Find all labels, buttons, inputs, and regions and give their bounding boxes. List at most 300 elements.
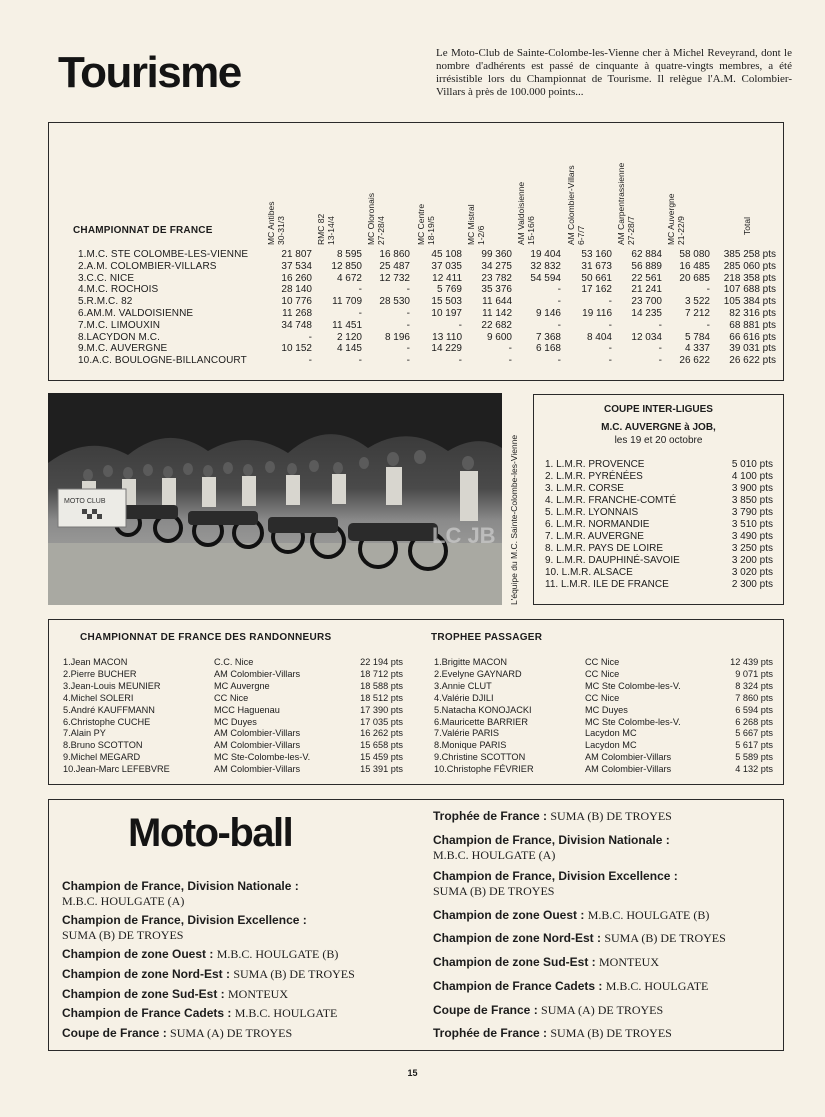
column-header-name: Total	[742, 217, 752, 235]
rider-points: 6 268 pts	[735, 716, 773, 727]
banner-text: MOTO CLUB	[64, 498, 106, 505]
score-cell: 7 368	[535, 331, 561, 343]
score-cell: -	[658, 319, 662, 331]
rider-club: CC Nice	[585, 668, 620, 679]
score-cell: 4 337	[684, 343, 710, 355]
rider-points: 6 594 pts	[735, 704, 773, 715]
team-name: 2.A.M. COLOMBIER-VILLARS	[78, 260, 217, 272]
motoball-entry	[433, 833, 670, 863]
score-cell: 45 108	[431, 249, 462, 260]
coupe-row	[545, 543, 773, 555]
rider-name: 2.Pierre BUCHER	[63, 668, 137, 679]
score-cell: 16 260	[281, 272, 312, 284]
score-cell: 8 404	[586, 331, 612, 343]
team-name: 4.M.C. ROCHOIS	[78, 284, 159, 296]
score-cell: -	[406, 343, 410, 355]
photo-caption-text: L'équipe du M.C. Sainte-Colombe-les-Vienne	[509, 434, 519, 605]
photo-caption	[509, 395, 523, 605]
column-header-name: MC Auvergne	[666, 193, 676, 245]
score-cell: 26 622 pts	[729, 355, 776, 367]
team-name: 6.AM.M. VALDOISIENNE	[78, 308, 194, 319]
score-cell: 107 688 pts	[723, 284, 776, 296]
score-cell: 31 673	[581, 260, 612, 272]
motoball-label: Champion de zone Sud-Est :	[62, 987, 225, 1001]
coupe-row	[545, 459, 773, 471]
coupe-row	[545, 567, 773, 579]
motoball-label: Champion de France, Division Excellence :	[433, 869, 678, 883]
ranking-row	[0, 728, 825, 740]
rider-club: AM Colombier-Villars	[214, 764, 301, 775]
league-points: 3 790 pts	[731, 507, 773, 518]
column-header-name: AM Valdoisienne	[516, 181, 526, 245]
motoball-entry	[433, 869, 678, 899]
rider-club: AM Colombier-Villars	[214, 728, 301, 739]
score-cell: -	[508, 355, 512, 367]
rider-club: MC Ste Colombe-les-V.	[585, 680, 681, 691]
coupe-row	[545, 507, 773, 519]
score-cell: 22 561	[631, 272, 662, 284]
score-cell: 105 384 pts	[723, 296, 776, 308]
team-photo	[48, 393, 502, 605]
league-name: 3. L.M.R. CORSE	[545, 483, 624, 494]
motoball-label: Champion de zone Sud-Est :	[433, 955, 596, 969]
column-header-name: AM Colombier-Villars	[566, 165, 576, 245]
motoball-winner: M.B.C. HOULGATE (B)	[587, 908, 710, 922]
rider-name: 3.Annie CLUT	[434, 680, 492, 691]
rider-club: AM Colombier-Villars	[585, 752, 672, 763]
coupe-row	[545, 579, 773, 591]
ranking-row	[0, 705, 825, 717]
score-cell: 99 360	[481, 249, 512, 260]
rider-club: CC Nice	[585, 692, 620, 703]
league-name: 9. L.M.R. DAUPHINÉ-SAVOIE	[545, 555, 680, 566]
league-name: 1. L.M.R. PROVENCE	[545, 459, 645, 470]
rider-name: 4.Michel SOLERI	[63, 692, 134, 703]
motoball-label: Coupe de France :	[62, 1026, 167, 1040]
league-points: 3 900 pts	[731, 483, 773, 494]
rider-points: 17 035 pts	[360, 716, 403, 727]
motoball-entry	[433, 931, 726, 946]
team-name: 1.M.C. STE COLOMBE-LES-VIENNE	[78, 249, 249, 260]
score-cell: 385 258 pts	[723, 249, 776, 260]
rider-name: 10.Jean-Marc LEFEBVRE	[63, 764, 170, 775]
team-photo-image	[48, 393, 502, 605]
rider-name: 8.Bruno SCOTTON	[63, 740, 143, 751]
motoball-entry	[62, 987, 288, 1002]
column-header-dates: 6-7/7	[576, 225, 586, 245]
rider-points: 5 667 pts	[735, 728, 773, 739]
rider-points: 9 071 pts	[735, 668, 773, 679]
motoball-winner: SUMA (B) DE TROYES	[550, 1026, 672, 1040]
motoball-entry	[62, 1026, 292, 1041]
rider-points: 12 439 pts	[730, 657, 773, 667]
score-cell: -	[658, 355, 662, 367]
ranking-row	[0, 717, 825, 729]
column-header-name: MC Centre	[416, 203, 426, 245]
score-cell: -	[406, 319, 410, 331]
rider-name: 2.Evelyne GAYNARD	[434, 668, 522, 679]
column-header-name: MC Oloronais	[366, 193, 376, 245]
motoball-label: Champion de France, Division Nationale :	[62, 879, 299, 893]
motoball-winner: M.B.C. HOULGATE	[605, 979, 709, 993]
rider-name: 9.Michel MEGARD	[63, 752, 141, 763]
score-cell: -	[557, 319, 561, 331]
column-header	[466, 204, 486, 245]
page-title: Tourisme	[58, 48, 241, 97]
rider-points: 8 324 pts	[735, 680, 773, 691]
coupe-row	[545, 531, 773, 543]
ranking-row	[0, 657, 825, 669]
score-cell: 11 142	[482, 308, 512, 319]
score-cell: 21 241	[631, 284, 662, 296]
motoball-label: Champion de France Cadets :	[62, 1006, 232, 1020]
score-cell: 23 782	[481, 272, 512, 284]
score-cell: 14 229	[431, 343, 462, 355]
rider-club: MC Duyes	[585, 704, 628, 715]
score-cell: 21 807	[281, 249, 312, 260]
score-cell: -	[308, 355, 312, 367]
motoball-label: Champion de zone Nord-Est :	[433, 931, 601, 945]
score-cell: -	[608, 296, 612, 308]
score-cell: -	[557, 296, 561, 308]
score-cell: 10 197	[431, 308, 462, 319]
score-cell: 22 682	[481, 319, 512, 331]
column-header	[266, 202, 286, 245]
ranking-row	[0, 740, 825, 752]
score-cell: -	[458, 355, 462, 367]
motoball-label: Coupe de France :	[433, 1003, 538, 1017]
score-cell: 12 034	[631, 331, 662, 343]
score-cell: 32 832	[530, 260, 561, 272]
score-cell: 8 196	[384, 331, 410, 343]
column-header	[366, 193, 386, 245]
score-cell: 17 162	[581, 284, 612, 296]
column-header-name: MC Mistral	[466, 204, 476, 245]
ranking-row	[0, 764, 825, 776]
league-name: 8. L.M.R. PAYS DE LOIRE	[545, 543, 663, 554]
passager-heading: TROPHEE PASSAGER	[431, 632, 543, 643]
score-cell: 15 503	[431, 296, 462, 308]
score-cell: 37 035	[431, 260, 462, 272]
score-cell: 19 404	[530, 249, 561, 260]
score-cell: 25 487	[379, 260, 410, 272]
score-cell: -	[358, 308, 362, 319]
rider-name: 4.Valérie DJILI	[434, 692, 494, 703]
column-header-name: MC Antibes	[266, 201, 276, 245]
team-name: 10.A.C. BOULOGNE-BILLANCOURT	[78, 355, 247, 367]
motoball-winner: SUMA (B) DE TROYES	[62, 928, 184, 942]
championnat-heading: CHAMPIONNAT DE FRANCE	[73, 225, 213, 236]
motoball-label: Champion de France, Division Nationale :	[433, 833, 670, 847]
score-cell: -	[608, 343, 612, 355]
rider-club: CC Nice	[585, 657, 620, 667]
rider-points: 17 390 pts	[360, 704, 403, 715]
league-points: 3 200 pts	[731, 555, 773, 566]
league-name: 2. L.M.R. PYRÉNÉES	[545, 471, 643, 482]
motoball-entry	[433, 1026, 672, 1041]
score-cell: 3 522	[684, 296, 710, 308]
team-name: 8.LACYDON M.C.	[78, 331, 160, 343]
league-name: 6. L.M.R. NORMANDIE	[545, 519, 650, 530]
score-cell: 23 700	[631, 296, 662, 308]
motoball-label: Trophée de France :	[433, 809, 548, 823]
league-points: 5 010 pts	[731, 459, 773, 470]
column-header-dates: 27-28/4	[376, 216, 386, 245]
score-cell: -	[308, 331, 312, 343]
column-header-name: RMC 82	[316, 213, 326, 245]
rider-points: 18 512 pts	[360, 692, 403, 703]
score-cell: -	[557, 355, 561, 367]
column-header-dates: 15-16/6	[526, 216, 536, 245]
rider-club: CC Nice	[214, 692, 249, 703]
team-name: 3.C.C. NICE	[78, 272, 135, 284]
rider-club: MC Ste Colombe-les-V.	[585, 716, 681, 727]
ranking-row	[0, 669, 825, 681]
score-cell: 11 644	[482, 296, 512, 308]
score-cell: 6 168	[535, 343, 561, 355]
league-points: 3 490 pts	[731, 531, 773, 542]
rider-points: 15 391 pts	[360, 764, 403, 775]
score-cell: 10 776	[281, 296, 312, 308]
column-header-dates: 18-19/5	[426, 216, 436, 245]
column-header-dates: 13-14/4	[326, 216, 336, 245]
score-cell: -	[508, 343, 512, 355]
league-name: 7. L.M.R. AUVERGNE	[545, 531, 644, 542]
ranking-row	[0, 693, 825, 705]
motoball-entry	[62, 967, 355, 982]
team-name: 5.R.M.C. 82	[78, 296, 133, 308]
score-cell: 50 661	[581, 272, 612, 284]
motoball-title: Moto-ball	[128, 811, 293, 855]
score-cell: 37 534	[281, 260, 312, 272]
rider-points: 18 588 pts	[360, 680, 403, 691]
score-cell: -	[406, 308, 410, 319]
score-cell: 11 709	[332, 296, 362, 308]
column-header-dates: 1-2/6	[476, 225, 486, 245]
rider-club: AM Colombier-Villars	[214, 668, 301, 679]
score-cell: 5 784	[684, 331, 710, 343]
score-cell: -	[557, 284, 561, 296]
score-cell: -	[658, 343, 662, 355]
score-cell: 9 600	[486, 331, 512, 343]
league-points: 3 020 pts	[731, 567, 773, 578]
rider-club: AM Colombier-Villars	[585, 764, 672, 775]
score-cell: 34 748	[281, 319, 312, 331]
score-cell: 62 884	[631, 249, 662, 260]
score-cell: 8 595	[336, 249, 362, 260]
score-cell: 56 889	[631, 260, 662, 272]
motoball-entry	[62, 913, 307, 943]
league-name: 4. L.M.R. FRANCHE-COMTÉ	[545, 495, 677, 506]
rider-club: MC Duyes	[214, 716, 257, 727]
motoball-winner: SUMA (A) DE TROYES	[170, 1026, 293, 1040]
randonneurs-heading: CHAMPIONNAT DE FRANCE DES RANDONNEURS	[80, 632, 332, 643]
score-cell: 5 769	[436, 284, 462, 296]
score-cell: -	[358, 284, 362, 296]
coupe-dates: les 19 et 20 octobre	[614, 435, 703, 446]
rider-name: 1.Brigitte MACON	[434, 657, 508, 667]
score-cell: 10 152	[281, 343, 312, 355]
league-name: 10. L.M.R. ALSACE	[545, 567, 633, 578]
rider-name: 6.Mauricette BARRIER	[434, 716, 528, 727]
ranking-row	[0, 681, 825, 693]
score-cell: -	[406, 355, 410, 367]
rider-club: MC Auvergne	[214, 680, 270, 691]
intro-paragraph: Le Moto-Club de Sainte-Colombe-les-Vienne cher à Michel Reveyrand, dont le nombre d'adhérents est passé de cinquante à quatre-vingts membres, a été irrésistible lors du Championnat de Tourisme. Il relègue l'A.M. Colombier-Villars à près de 100.000 points...	[436, 47, 792, 98]
motoball-winner: MONTEUX	[228, 987, 289, 1001]
column-header	[616, 163, 636, 245]
coupe-row	[545, 483, 773, 495]
score-cell: 39 031 pts	[729, 343, 776, 355]
score-cell: 53 160	[581, 249, 612, 260]
score-cell: 285 060 pts	[723, 260, 776, 272]
motoball-label: Champion de zone Nord-Est :	[62, 967, 230, 981]
score-cell: 11 451	[332, 319, 362, 331]
column-header-dates: 27-28/7	[626, 216, 636, 245]
motoball-label: Champion de France, Division Excellence :	[62, 913, 307, 927]
score-cell: 35 376	[481, 284, 512, 296]
score-cell: 28 140	[281, 284, 312, 296]
score-cell: 66 616 pts	[729, 331, 776, 343]
column-header	[416, 204, 436, 245]
score-cell: 218 358 pts	[723, 272, 776, 284]
motoball-winner: SUMA (B) DE TROYES	[233, 967, 355, 981]
motoball-winner: MONTEUX	[599, 955, 660, 969]
score-cell: 26 622	[679, 355, 710, 367]
rider-points: 7 860 pts	[735, 692, 773, 703]
score-cell: 16 860	[379, 249, 410, 260]
column-header	[666, 194, 686, 246]
score-cell: -	[608, 355, 612, 367]
column-header	[316, 214, 336, 245]
motoball-winner: M.B.C. HOULGATE (B)	[216, 947, 339, 961]
league-points: 3 850 pts	[731, 495, 773, 506]
score-cell: 4 145	[336, 343, 362, 355]
rider-points: 15 459 pts	[360, 752, 403, 763]
rider-name: 1.Jean MACON	[63, 657, 128, 667]
score-cell: 9 146	[535, 308, 561, 319]
rider-name: 3.Jean-Louis MEUNIER	[63, 680, 161, 691]
motoball-entry	[433, 1003, 663, 1018]
score-cell: -	[458, 319, 462, 331]
rider-name: 9.Christine SCOTTON	[434, 752, 526, 763]
ranking-row	[0, 752, 825, 764]
rider-points: 5 589 pts	[735, 752, 773, 763]
score-cell: -	[608, 319, 612, 331]
score-cell: 4 672	[336, 272, 362, 284]
score-cell: 16 485	[679, 260, 710, 272]
motoball-winner: M.B.C. HOULGATE (A)	[62, 894, 185, 908]
motoball-entry	[433, 908, 709, 923]
column-header	[566, 165, 586, 245]
rider-club: MC Ste-Colombe-les-V.	[214, 752, 311, 763]
motoball-label: Champion de zone Ouest :	[433, 908, 585, 922]
score-cell: 12 732	[379, 272, 410, 284]
league-points: 3 510 pts	[731, 519, 773, 530]
score-cell: 28 530	[379, 296, 410, 308]
column-header	[742, 217, 752, 235]
score-cell: 68 881 pts	[729, 319, 776, 331]
score-cell: 7 212	[684, 308, 710, 319]
watermark-text: LC JB	[432, 523, 496, 548]
rider-points: 4 132 pts	[735, 764, 773, 775]
rider-club: MCC Haguenau	[214, 704, 280, 715]
rider-club: Lacydon MC	[585, 728, 637, 739]
rider-club: C.C. Nice	[214, 657, 254, 667]
score-cell: 58 080	[679, 249, 710, 260]
column-header-dates: 30-31/3	[276, 216, 286, 245]
rider-club: AM Colombier-Villars	[214, 740, 301, 751]
team-name: 9.M.C. AUVERGNE	[78, 343, 168, 355]
motoball-entry	[62, 947, 338, 962]
motoball-label: Trophée de France :	[433, 1026, 548, 1040]
league-points: 4 100 pts	[731, 471, 773, 482]
score-cell: 82 316 pts	[729, 308, 776, 319]
column-header-name: AM Carpentrassienne	[616, 162, 626, 245]
rider-name: 5.André KAUFFMANN	[63, 704, 155, 715]
league-points: 3 250 pts	[731, 543, 773, 554]
rider-name: 5.Natacha KONOJACKI	[434, 704, 532, 715]
motoball-entry	[62, 1006, 337, 1021]
rider-points: 15 658 pts	[360, 740, 403, 751]
score-cell: 34 275	[481, 260, 512, 272]
score-cell: 20 685	[679, 272, 710, 284]
rider-name: 8.Monique PARIS	[434, 740, 507, 751]
motoball-winner: SUMA (A) DE TROYES	[541, 1003, 664, 1017]
score-cell: 2 120	[336, 331, 362, 343]
score-cell: 11 268	[282, 308, 312, 319]
page-number: 15	[407, 1068, 418, 1078]
score-cell: 12 411	[432, 272, 462, 284]
score-cell: 19 116	[582, 308, 612, 319]
rider-name: 10.Christophe FÉVRIER	[434, 764, 534, 775]
coupe-row	[545, 555, 773, 567]
rider-name: 7.Alain PY	[63, 728, 106, 739]
league-points: 2 300 pts	[731, 579, 773, 590]
rider-club: Lacydon MC	[585, 740, 637, 751]
league-name: 5. L.M.R. LYONNAIS	[545, 507, 639, 518]
column-header-dates: 21-22/9	[676, 216, 686, 245]
coupe-subtitle: M.C. AUVERGNE à JOB,	[601, 422, 716, 433]
rider-points: 22 194 pts	[360, 657, 403, 667]
score-cell: 13 110	[432, 331, 462, 343]
team-name: 7.M.C. LIMOUXIN	[78, 319, 161, 331]
score-cell: -	[358, 355, 362, 367]
coupe-title: COUPE INTER-LIGUES	[604, 404, 713, 415]
league-name: 11. L.M.R. ILE DE FRANCE	[545, 579, 669, 590]
motoball-entry	[433, 955, 659, 970]
rider-points: 18 712 pts	[360, 668, 403, 679]
score-cell: 54 594	[530, 272, 561, 284]
rider-points: 5 617 pts	[735, 740, 773, 751]
motoball-entry	[433, 979, 708, 994]
score-cell: -	[406, 284, 410, 296]
rider-name: 7.Valérie PARIS	[434, 728, 500, 739]
coupe-row	[545, 519, 773, 531]
motoball-label: Champion de zone Ouest :	[62, 947, 214, 961]
motoball-label: Champion de France Cadets :	[433, 979, 603, 993]
coupe-row	[545, 495, 773, 507]
motoball-entry	[62, 879, 299, 909]
score-cell: -	[706, 284, 710, 296]
rider-points: 16 262 pts	[360, 728, 403, 739]
motoball-winner: SUMA (B) DE TROYES	[550, 809, 672, 823]
motoball-winner: M.B.C. HOULGATE (A)	[433, 848, 556, 862]
score-cell: 12 850	[331, 260, 362, 272]
motoball-winner: M.B.C. HOULGATE	[234, 1006, 338, 1020]
column-header	[516, 182, 536, 245]
coupe-row	[545, 471, 773, 483]
